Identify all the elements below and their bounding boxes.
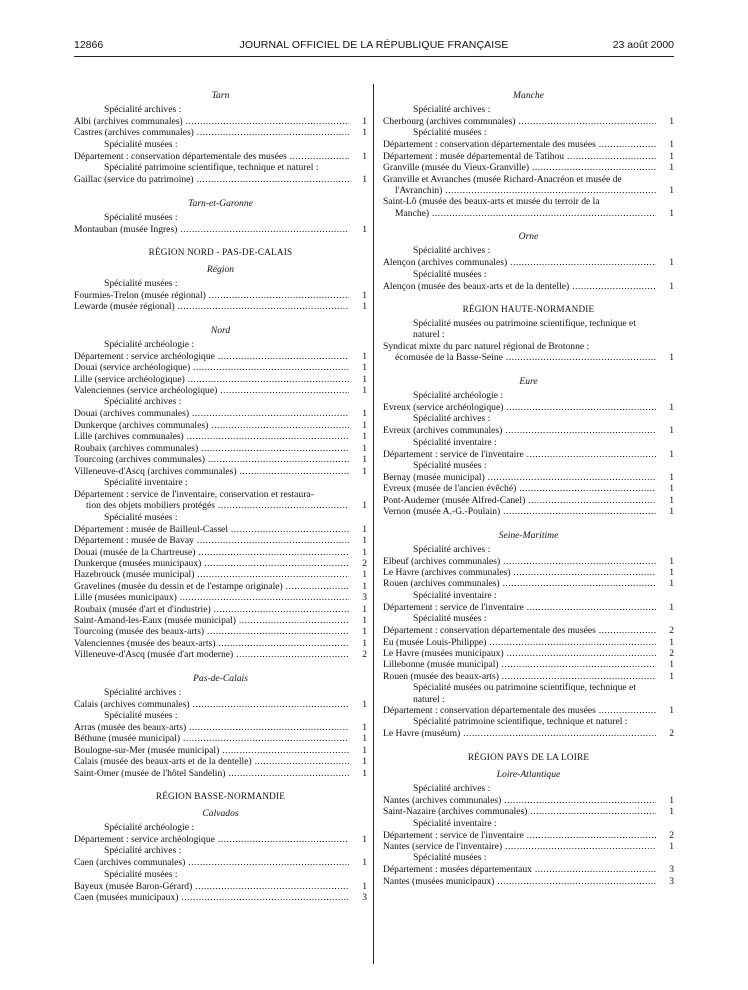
entry-count: 1 <box>362 362 367 374</box>
entry-label: Département : conservation départementale des musées ..... <box>383 139 656 150</box>
specialty-label: Spécialité archives : <box>104 686 182 698</box>
entry-count: 1 <box>362 523 367 535</box>
list-item <box>383 864 674 875</box>
entry-label: Alençon (musée des beaux-arts et de la dentelle) ..... <box>383 281 656 292</box>
page-header <box>74 39 674 55</box>
entry-count: 2 <box>362 557 367 569</box>
entry-count: 1 <box>362 116 367 127</box>
specialty-label: Spécialité musées ou patrimoine scientifique, technique et naturel : <box>413 318 636 341</box>
entry-label: Roubaix (musée d'art et d'industrie) ..... <box>74 604 349 615</box>
entry-count: 1 <box>362 350 367 362</box>
entry-count: 1 <box>362 127 367 139</box>
entry-count: 2 <box>362 649 367 661</box>
entry-label: Département : musée de Bavay ..... <box>74 535 349 546</box>
specialty-label: Spécialité musées : <box>413 127 487 139</box>
specialty-label: Spécialité musées : <box>104 278 178 290</box>
entry-count: 1 <box>362 465 367 477</box>
list-item <box>74 569 367 580</box>
list-item <box>74 151 367 162</box>
entry-label: Dunkerque (archives communales) ..... <box>74 420 349 431</box>
entry-label: Tourcoing (archives communales) ..... <box>74 454 349 465</box>
entry-count: 1 <box>669 448 674 460</box>
list-item <box>383 602 674 613</box>
entry-count: 1 <box>669 601 674 613</box>
entry-count: 1 <box>362 535 367 547</box>
entry-count: 1 <box>669 506 674 518</box>
entry-label: Vernon (musée A.-G.-Poulain) ..... <box>383 506 656 517</box>
list-item <box>74 301 367 312</box>
list-item <box>383 449 674 460</box>
entry-count: 1 <box>362 442 367 454</box>
list-item <box>74 638 367 649</box>
entry-count: 1 <box>669 425 674 437</box>
list-item <box>74 699 367 710</box>
entry-count: 1 <box>669 150 674 162</box>
entry-count: 1 <box>669 578 674 590</box>
entry-count: 1 <box>362 569 367 581</box>
entry-label: Département : conservation départementale des musées ..... <box>74 151 349 162</box>
specialty-label: Spécialité inventaire : <box>413 589 497 601</box>
specialty-label: Spécialité musées : <box>104 511 178 523</box>
list-item <box>383 671 674 682</box>
entry-label: Département : musée départemental de Tatihou ..... <box>383 151 656 162</box>
specialty-label: Spécialité archéologie : <box>413 389 504 401</box>
entry-label: Elbeuf (archives communales) ..... <box>383 556 656 567</box>
entry-label: Département : conservation départementale des musées ..... <box>383 625 656 636</box>
list-item <box>74 834 367 845</box>
list-item <box>74 524 367 535</box>
entry-count: 2 <box>669 728 674 740</box>
entry-count: 1 <box>362 301 367 313</box>
department-heading: Région <box>206 264 235 276</box>
entry-label: Caen (archives communales) ..... <box>74 857 349 868</box>
list-item <box>383 196 674 219</box>
entry-count: 1 <box>669 185 674 197</box>
entry-count: 3 <box>669 875 674 887</box>
specialty-label: Spécialité archives : <box>413 413 491 425</box>
specialty-label: Spécialité musées : <box>413 852 487 864</box>
entry-label: Nantes (service de l'inventaire) ..... <box>383 841 656 852</box>
list-item <box>74 881 367 892</box>
entry-count: 1 <box>362 419 367 431</box>
list-item <box>383 556 674 567</box>
list-item <box>383 795 674 806</box>
entry-label: Granville (musée du Vieux-Granville) ..... <box>383 162 656 173</box>
entry-label: Saint-Omer (musée de l'hôtel Sandelin) ..... <box>74 768 349 779</box>
right-column <box>383 87 674 887</box>
entry-label-line2: Manche) ..... <box>395 208 656 219</box>
entry-label: Département : conservation départementale des musées ..... <box>383 705 656 716</box>
list-item <box>74 649 367 660</box>
entry-label-line1: Granville et Avranches (musée Richard-Anacréon et musée de <box>383 173 622 185</box>
entry-label: Rouen (archives communales) ..... <box>383 578 656 589</box>
entry-label: Lille (musées municipaux) ..... <box>74 592 349 603</box>
entry-count: 1 <box>669 280 674 292</box>
specialty-label: Spécialité musées : <box>104 138 178 150</box>
list-item <box>74 224 367 235</box>
specialty-label: Spécialité archives : <box>413 782 491 794</box>
entry-label: Département : service archéologique ..... <box>74 834 349 845</box>
entry-label: Caen (musées municipaux) ..... <box>74 892 349 903</box>
department-heading: Tarn-et-Garonne <box>188 197 253 209</box>
entry-label: Dunkerque (musées municipaux) ..... <box>74 558 349 569</box>
section-gap <box>74 235 367 244</box>
region-heading: RÉGION NORD - PAS-DE-CALAIS <box>148 247 293 258</box>
list-item <box>383 425 674 436</box>
entry-count: 1 <box>362 603 367 615</box>
specialty-label: Spécialité archéologie : <box>104 338 195 350</box>
entry-count: 1 <box>362 637 367 649</box>
specialty-label: Spécialité archives : <box>104 845 182 857</box>
entry-count: 1 <box>362 733 367 745</box>
list-item <box>383 625 674 636</box>
department-heading: Pas-de-Calais <box>193 672 248 684</box>
department-heading: Nord <box>210 324 231 336</box>
entry-label: Lille (service archéologique) ..... <box>74 374 349 385</box>
list-item <box>74 362 367 373</box>
section-gap <box>383 292 674 301</box>
column-divider <box>373 84 374 964</box>
entry-label-line1: Département : service de l'inventaire, conservation et restaura- <box>74 488 314 500</box>
list-item <box>74 385 367 396</box>
entry-count: 3 <box>362 592 367 604</box>
list-item <box>74 290 367 301</box>
specialty-label: Spécialité musées : <box>104 710 178 721</box>
list-item <box>74 420 367 431</box>
entry-label: Cherbourg (archives communales) ..... <box>383 116 656 127</box>
entry-count: 1 <box>362 722 367 733</box>
entry-count: 1 <box>669 257 674 269</box>
list-item <box>74 615 367 626</box>
entry-label: Valenciennes (service archéologique) ..... <box>74 385 349 396</box>
specialty-label: Spécialité musées ou patrimoine scientifique, technique et naturel : <box>413 682 636 705</box>
specialty-label: Spécialité archives : <box>104 104 182 115</box>
entry-label: Département : musée de Bailleul-Cassel ..... <box>74 524 349 535</box>
list-item <box>383 659 674 670</box>
entry-count: 1 <box>669 494 674 506</box>
specialty-label: Spécialité archives : <box>413 543 491 555</box>
entry-count: 1 <box>362 431 367 443</box>
list-item <box>383 806 674 817</box>
entry-count: 1 <box>669 659 674 671</box>
entry-label: Gravelines (musée du dessin et de l'estampe originale) ..... <box>74 581 349 592</box>
entry-count: 1 <box>669 670 674 682</box>
department-heading: Seine-Maritime <box>498 529 559 541</box>
list-item <box>74 443 367 454</box>
entry-count: 1 <box>362 150 367 162</box>
list-item <box>74 535 367 546</box>
list-item <box>74 351 367 362</box>
entry-label: Nantes (musées municipaux) ..... <box>383 876 656 887</box>
entry-label: Lillebonne (musée municipal) ..... <box>383 659 656 670</box>
entry-label: Douai (musée de la Chartreuse) ..... <box>74 547 349 558</box>
list-item <box>383 578 674 589</box>
entry-count: 1 <box>669 705 674 716</box>
specialty-label: Spécialité inventaire : <box>104 476 188 488</box>
list-item <box>74 756 367 767</box>
entry-label: Département : service de l'inventaire ..... <box>383 602 656 613</box>
specialty-label: Spécialité archives : <box>104 396 182 408</box>
department-heading: Calvados <box>202 808 239 820</box>
department-heading: Tarn <box>211 90 230 101</box>
entry-label: Villeneuve-d'Ascq (musée d'art moderne) ..... <box>74 649 349 660</box>
list-item <box>74 581 367 592</box>
entry-label-line2: tion des objets mobiliers protégés ..... <box>86 500 349 511</box>
entry-count: 1 <box>669 471 674 483</box>
list-item <box>383 705 674 716</box>
entry-label: Département : musées départementaux ..... <box>383 864 656 875</box>
entry-count: 1 <box>669 116 674 127</box>
list-item <box>74 547 367 558</box>
entry-count: 3 <box>669 864 674 876</box>
entry-count: 1 <box>362 500 367 512</box>
entry-label: Douai (archives communales) ..... <box>74 408 349 419</box>
list-item <box>74 733 367 744</box>
region-heading: RÉGION BASSE-NORMANDIE <box>155 791 286 802</box>
entry-count: 1 <box>669 636 674 648</box>
page-number: 12866 <box>74 39 104 51</box>
list-item <box>383 876 674 887</box>
entry-label: Lewarde (musée régional) ..... <box>74 301 349 312</box>
entry-count: 1 <box>669 207 674 219</box>
entry-count: 1 <box>362 174 367 186</box>
list-item <box>74 857 367 868</box>
entry-label: Arras (musée des beaux-arts) ..... <box>74 722 349 733</box>
list-item <box>74 592 367 603</box>
entry-label: Gaillac (service du patrimoine) ..... <box>74 174 349 185</box>
left-column <box>74 87 367 904</box>
list-item <box>74 768 367 779</box>
entry-label: Boulogne-sur-Mer (musée municipal) ..... <box>74 745 349 756</box>
department-heading: Manche <box>513 90 544 101</box>
entry-label: Tourcoing (musée des beaux-arts) ..... <box>74 626 349 637</box>
entry-count: 1 <box>669 841 674 853</box>
entry-label: Albi (archives communales) ..... <box>74 116 349 127</box>
list-item <box>74 489 367 512</box>
list-item <box>383 648 674 659</box>
entry-count: 1 <box>362 290 367 302</box>
entry-count: 1 <box>669 139 674 151</box>
specialty-label: Spécialité archéologie : <box>104 822 195 834</box>
region-heading: RÉGION HAUTE-NORMANDIE <box>462 304 595 315</box>
region-heading: RÉGION PAYS DE LA LOIRE <box>467 751 590 762</box>
entry-label: Calais (archives communales) ..... <box>74 699 349 710</box>
list-item <box>74 604 367 615</box>
specialty-label: Spécialité musées : <box>104 868 178 880</box>
section-gap <box>383 364 674 373</box>
list-item <box>74 892 367 903</box>
list-item <box>74 374 367 385</box>
list-item <box>383 341 674 364</box>
specialty-label: Spécialité inventaire : <box>413 817 497 829</box>
entry-count: 1 <box>362 614 367 626</box>
list-item <box>74 174 367 185</box>
list-item <box>383 728 674 739</box>
entry-count: 1 <box>669 566 674 578</box>
entry-label: Pont-Audemer (musée Alfred-Canel) ..... <box>383 495 656 506</box>
entry-label: Nantes (archives communales) ..... <box>383 795 656 806</box>
list-item <box>383 281 674 292</box>
entry-label: Béthune (musée municipal) ..... <box>74 733 349 744</box>
department-heading: Eure <box>519 375 538 387</box>
entry-label: Evreux (musée de l'ancien évêché) ..... <box>383 483 656 494</box>
department-heading: Loire-Atlantique <box>496 768 561 780</box>
list-item <box>383 402 674 413</box>
entry-count: 1 <box>362 223 367 235</box>
specialty-label: Spécialité inventaire : <box>413 436 497 448</box>
entry-label: Bayeux (musée Baron-Gérard) ..... <box>74 881 349 892</box>
entry-count: 1 <box>362 880 367 892</box>
list-item <box>74 116 367 127</box>
entry-label-line1: Saint-Lô (musée des beaux-arts et musée du terroir de la <box>383 196 600 208</box>
entry-count: 1 <box>362 698 367 710</box>
entry-count: 1 <box>669 162 674 174</box>
list-item <box>74 127 367 138</box>
entry-label: Le Havre (musées municipaux) ..... <box>383 648 656 659</box>
entry-label-line2: l'Avranchin) ..... <box>395 185 656 196</box>
specialty-label: Spécialité patrimoine scientifique, technique et naturel : <box>104 162 319 174</box>
list-item <box>383 472 674 483</box>
entry-count: 1 <box>362 857 367 869</box>
list-item <box>383 637 674 648</box>
entry-label: Saint-Nazaire (archives communales) ..... <box>383 806 656 817</box>
entry-count: 1 <box>669 352 674 364</box>
entry-label: Département : service de l'inventaire ..... <box>383 830 656 841</box>
journal-title: JOURNAL OFFICIEL DE LA RÉPUBLIQUE FRANÇAISE <box>239 39 509 51</box>
list-item <box>74 408 367 419</box>
section-gap <box>383 219 674 228</box>
entry-count: 1 <box>362 767 367 779</box>
specialty-label: Spécialité patrimoine scientifique, technique et naturel : <box>413 716 628 728</box>
section-gap <box>74 779 367 788</box>
list-item <box>383 162 674 173</box>
entry-count: 1 <box>362 546 367 558</box>
list-item <box>74 558 367 569</box>
entry-label: Le Havre (muséum) ..... <box>383 728 656 739</box>
section-gap <box>74 313 367 322</box>
list-item <box>74 466 367 477</box>
list-item <box>383 567 674 578</box>
section-gap <box>383 740 674 749</box>
entry-label: Lille (archives communales) ..... <box>74 431 349 442</box>
specialty-label: Spécialité musées : <box>413 613 487 625</box>
entry-count: 3 <box>362 892 367 904</box>
entry-label: Douai (service archéologique) ..... <box>74 362 349 373</box>
entry-count: 2 <box>669 625 674 637</box>
entry-count: 2 <box>669 647 674 659</box>
entry-label: Hazebrouck (musée municipal) ..... <box>74 569 349 580</box>
entry-label: Evreux (service archéologique) ..... <box>383 402 656 413</box>
entry-count: 1 <box>362 756 367 768</box>
list-item <box>383 151 674 162</box>
list-item <box>383 483 674 494</box>
entry-label: Alençon (archives communales) ..... <box>383 257 656 268</box>
entry-count: 1 <box>669 555 674 567</box>
list-item <box>383 506 674 517</box>
list-item <box>383 139 674 150</box>
entry-label: Saint-Amand-les-Eaux (musée municipal) ..... <box>74 615 349 626</box>
section-gap <box>383 518 674 527</box>
entry-count: 1 <box>362 834 367 846</box>
entry-label: Calais (musée des beaux-arts et de la dentelle) ..... <box>74 756 349 767</box>
specialty-label: Spécialité archives : <box>413 245 491 257</box>
publication-date: 23 août 2000 <box>612 39 674 51</box>
entry-count: 2 <box>669 829 674 841</box>
entry-label: Evreux (archives communales) ..... <box>383 425 656 436</box>
list-item <box>74 454 367 465</box>
entry-label-line1: Syndicat mixte du parc naturel régional de Brotonne : <box>383 340 590 352</box>
list-item <box>74 745 367 756</box>
list-item <box>383 841 674 852</box>
list-item <box>383 257 674 268</box>
specialty-label: Spécialité musées : <box>104 211 178 223</box>
entry-label: Montauban (musée Ingres) ..... <box>74 224 349 235</box>
list-item <box>74 431 367 442</box>
entry-label: Rouen (musée des beaux-arts) ..... <box>383 671 656 682</box>
list-item <box>383 116 674 127</box>
section-gap <box>74 186 367 195</box>
entry-label: Fourmies-Trelon (musée régional) ..... <box>74 290 349 301</box>
entry-label-line2: écomusée de la Basse-Seine ..... <box>395 352 656 363</box>
list-item <box>383 495 674 506</box>
entry-count: 1 <box>669 794 674 806</box>
list-item <box>383 174 674 197</box>
entry-count: 1 <box>669 806 674 818</box>
entry-label: Département : service archéologique ..... <box>74 351 349 362</box>
list-item <box>74 722 367 733</box>
specialty-label: Spécialité musées : <box>413 268 487 280</box>
entry-count: 1 <box>669 401 674 413</box>
entry-count: 1 <box>362 385 367 397</box>
header-rule <box>74 56 674 57</box>
list-item <box>383 830 674 841</box>
entry-label: Castres (archives communales) ..... <box>74 127 349 138</box>
entry-label: Département : service de l'inventaire ..... <box>383 449 656 460</box>
entry-label: Valenciennes (musée des beaux-arts) ..... <box>74 638 349 649</box>
entry-count: 1 <box>362 408 367 420</box>
entry-label: Roubaix (archives communales) ..... <box>74 443 349 454</box>
department-heading: Orne <box>518 231 539 243</box>
entry-label: Le Havre (archives communales) ..... <box>383 567 656 578</box>
entry-count: 1 <box>362 454 367 466</box>
entry-count: 1 <box>362 626 367 638</box>
entry-count: 1 <box>669 483 674 495</box>
list-item <box>74 626 367 637</box>
entry-count: 1 <box>362 744 367 756</box>
section-gap <box>74 661 367 670</box>
entry-label: Villeneuve-d'Ascq (archives communales) ..... <box>74 466 349 477</box>
specialty-label: Spécialité archives : <box>413 104 491 115</box>
entry-count: 1 <box>362 373 367 385</box>
specialty-label: Spécialité musées : <box>413 459 487 471</box>
entry-count: 1 <box>362 580 367 592</box>
entry-label: Eu (musée Louis-Philippe) ..... <box>383 637 656 648</box>
entry-label: Bernay (musée municipal) ..... <box>383 472 656 483</box>
